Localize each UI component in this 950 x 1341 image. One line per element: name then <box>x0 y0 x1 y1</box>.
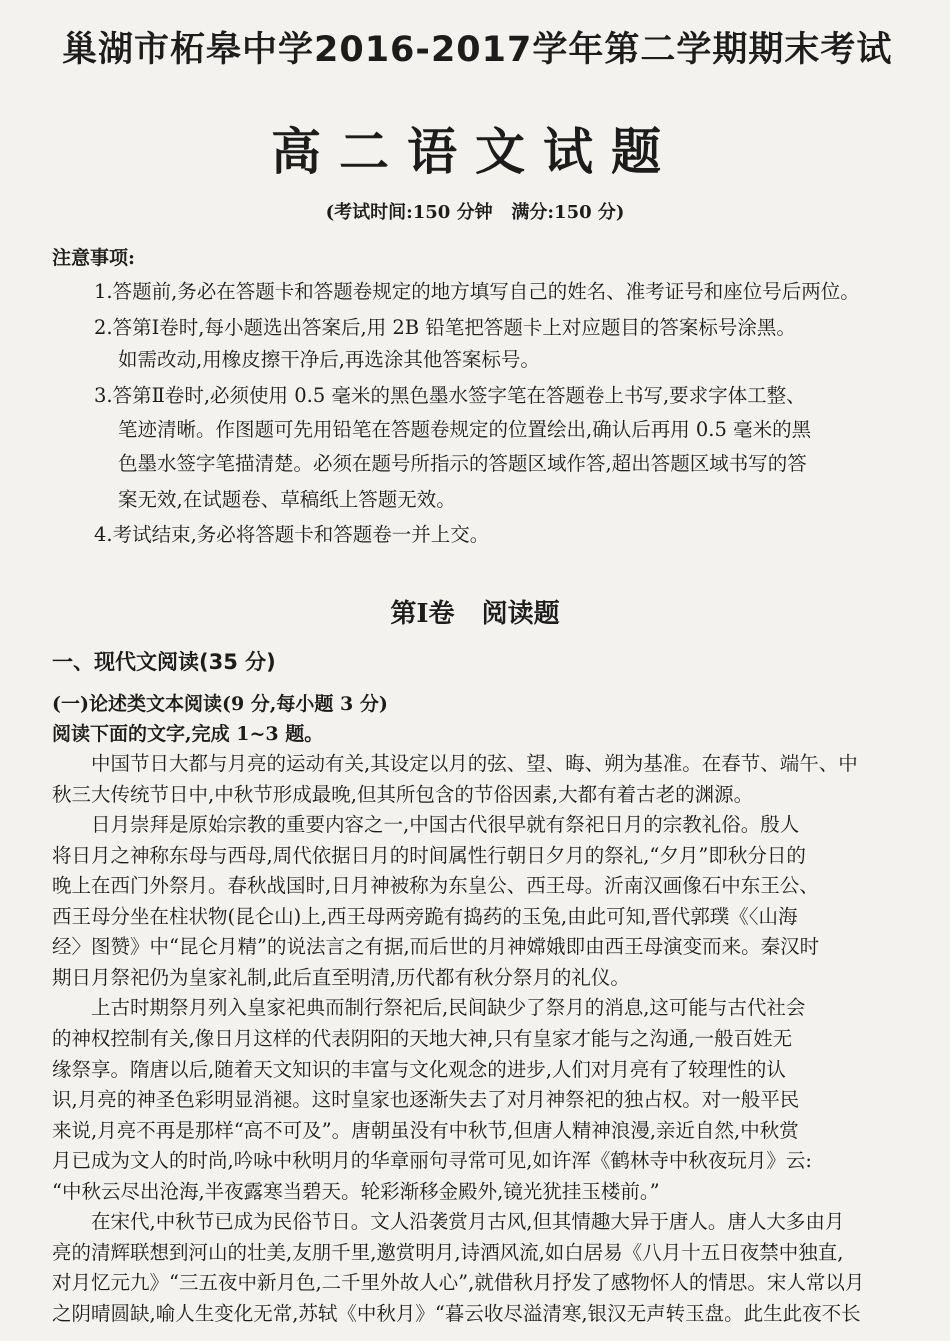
passage-line: 中国节日大都与月亮的运动有关,其设定以月的弦、望、晦、朔为基准。在春节、端午、中 <box>52 752 858 775</box>
exam-time-score: (考试时间:150 分钟 满分:150 分) <box>325 202 625 223</box>
passage-line: 亮的清辉联想到河山的壮美,友朋千里,邀赏明月,诗酒风流,如白居易《八月十五日夜禁中独直, <box>52 1241 844 1264</box>
notice-line: 笔迹清晰。作图题可先用铅笔在答题卷规定的位置绘出,确认后再用 0.5 毫米的黑 <box>118 418 812 441</box>
passage-line: 识,月亮的神圣色彩明显消褪。这时皇家也逐渐失去了对月神祭祀的独占权。对一般平民 <box>52 1088 800 1111</box>
part-title: 一、现代文阅读(35 分) <box>52 650 276 674</box>
notice-line: 1.答题前,务必在答题卡和答题卷规定的地方填写自己的姓名、准考证号和座位号后两位。 <box>94 280 860 303</box>
passage-line: 将日月之神称东母与西母,周代依据日月的时间属性行朝日夕月的祭礼,“夕月”即秋分日的 <box>52 844 806 867</box>
passage-line: 期日月祭祀仍为皇家礼制,此后直至明清,历代都有秋分祭月的礼仪。 <box>52 966 630 989</box>
notice-line: 3.答第Ⅱ卷时,必须使用 0.5 毫米的黑色墨水签字笔在答题卷上书写,要求字体工整、 <box>94 384 806 407</box>
passage-line: 来说,月亮不再是那样“高不可及”。唐朝虽没有中秋节,但唐人精神浪漫,亲近自然,中秋赏 <box>52 1119 799 1142</box>
passage-line: 月已成为文人的时尚,吟咏中秋明月的华章丽句寻常可见,如许浑《鹤林寺中秋夜玩月》云: <box>52 1149 812 1172</box>
passage-line: 日月崇拜是原始宗教的重要内容之一,中国古代很早就有祭祀日月的宗教礼俗。殷人 <box>52 813 800 836</box>
notice-line: 2.答第Ⅰ卷时,每小题选出答案后,用 2B 铅笔把答题卡上对应题目的答案标号涂黑。 <box>94 316 796 339</box>
passage-line: 上古时期祭月列入皇家祀典而制行祭祀后,民间缺少了祭月的消息,这可能与古代社会 <box>52 996 806 1019</box>
passage-line: 西王母分坐在柱状物(昆仑山)上,西王母两旁跪有捣药的玉兔,由此可知,晋代郭璞《〈山海 <box>52 905 798 928</box>
passage-line: 的神权控制有关,像日月这样的代表阴阳的天地大神,只有皇家才能与之沟通,一般百姓无 <box>52 1027 793 1050</box>
passage-line: 对月忆元九》“三五夜中新月色,二千里外故人心”,就借秋月抒发了感物怀人的情思。宋人常以月 <box>52 1271 865 1294</box>
passage-line: 秋三大传统节日中,中秋节形成最晚,但其所包含的节俗因素,大都有着古老的渊源。 <box>52 783 754 806</box>
notice-line: 如需改动,用橡皮擦干净后,再选涂其他答案标号。 <box>118 348 540 371</box>
notice-line: 4.考试结束,务必将答题卡和答题卷一并上交。 <box>94 523 490 546</box>
subject-title: 高二语文试题 <box>271 122 679 181</box>
passage-line: 缘祭享。隋唐以后,随着天文知识的丰富与文化观念的进步,人们对月亮有了较理性的认 <box>52 1058 786 1081</box>
subsection-title: (一)论述类文本阅读(9 分,每小题 3 分) <box>52 693 388 715</box>
passage-line: 经〉图赞》中“昆仑月精”的说法言之有据,而后世的月神嫦娥即由西王母演变而来。秦汉时 <box>52 935 820 958</box>
notice-line: 色墨水签字笔描清楚。必须在题号所指示的答题区域作答,超出答题区域书写的答 <box>118 452 807 475</box>
school-exam-title: 巢湖市柘皋中学2016-2017学年第二学期期末考试 <box>62 30 893 70</box>
notice-line: 案无效,在试题卷、草稿纸上答题无效。 <box>118 488 456 511</box>
section-title: 第Ⅰ卷 阅读题 <box>390 599 560 629</box>
passage-line: “中秋云尽出沧海,半夜露寒当碧天。轮彩渐移金殿外,镜光犹挂玉楼前。” <box>52 1180 660 1203</box>
passage-line: 之阴晴圆缺,喻人生变化无常,苏轼《中秋月》“暮云收尽溢清寒,银汉无声转玉盘。此生此夜不长 <box>52 1302 861 1325</box>
reading-instruction: 阅读下面的文字,完成 1~3 题。 <box>52 723 324 745</box>
notice-heading: 注意事项: <box>52 247 136 269</box>
passage-line: 晚上在西门外祭月。春秋战国时,日月神被称为东皇公、西王母。沂南汉画像石中东王公、 <box>52 874 819 897</box>
passage-line: 在宋代,中秋节已成为民俗节日。文人沿袭赏月古风,但其情趣大异于唐人。唐人大多由月 <box>52 1210 845 1233</box>
